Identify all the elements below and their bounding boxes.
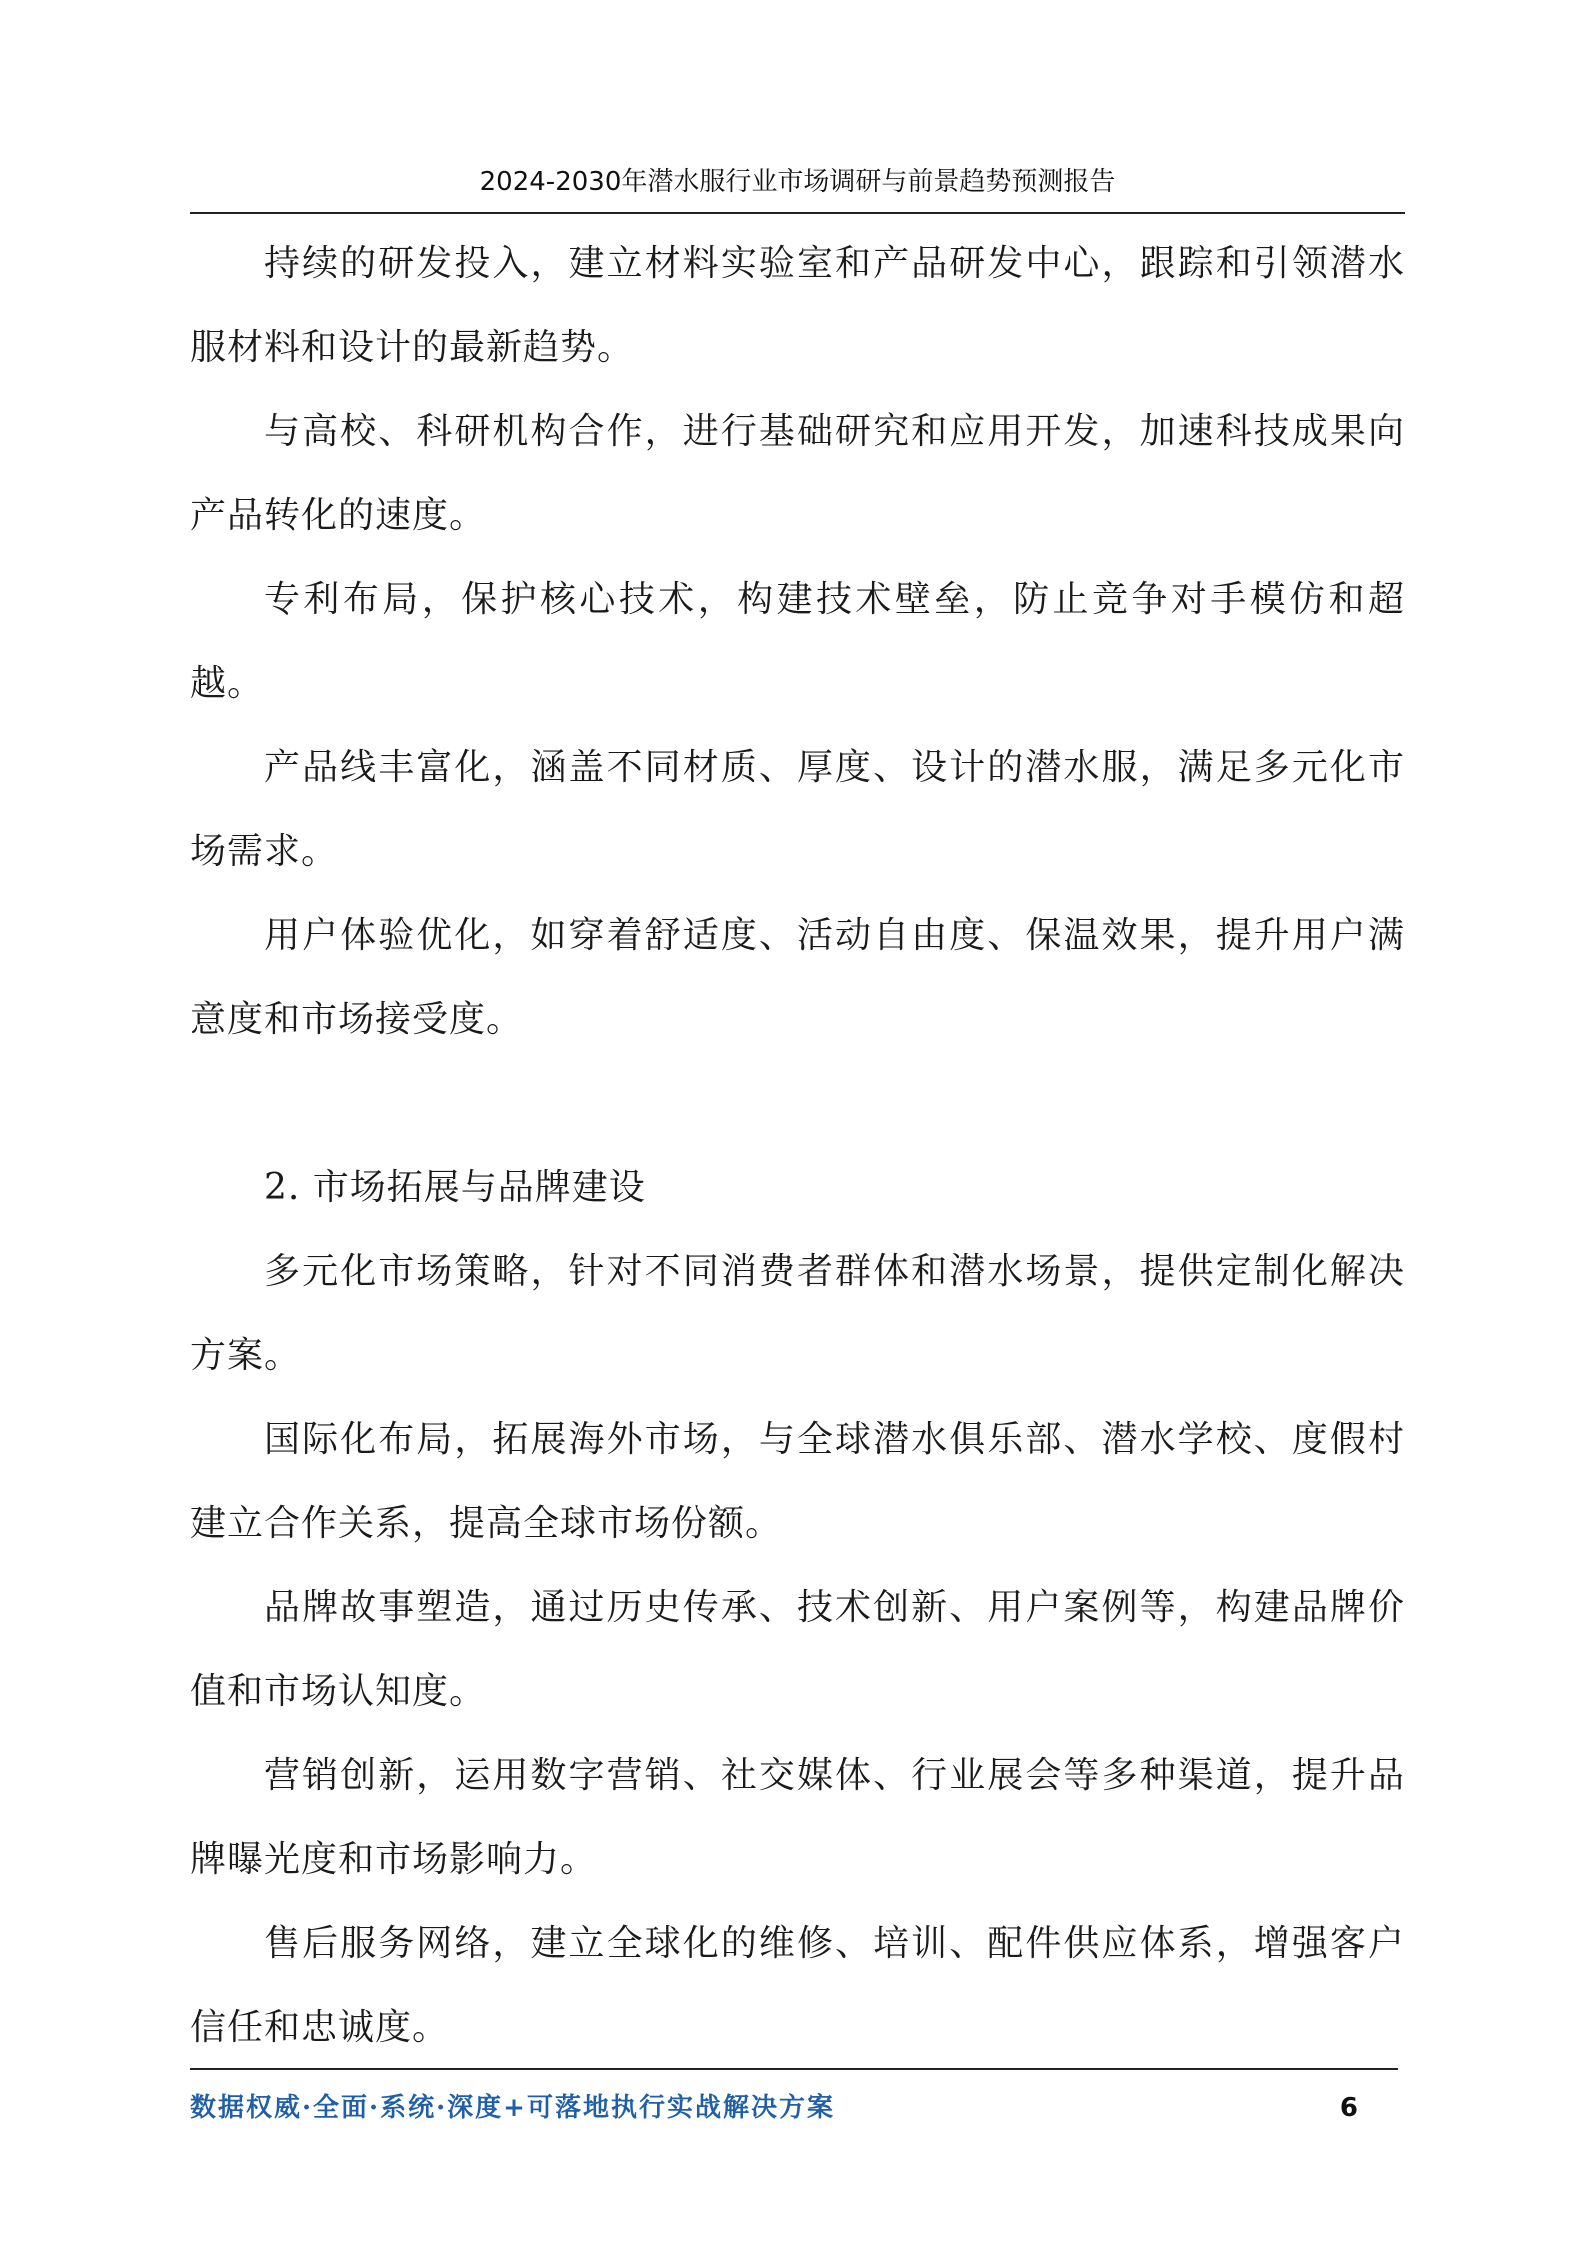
paragraph: 国际化布局，拓展海外市场，与全球潜水俱乐部、潜水学校、度假村建立合作关系，提高全球市场份额。 bbox=[190, 1419, 1405, 1544]
section-heading: 2. 市场拓展与品牌建设 bbox=[264, 1167, 646, 1208]
paragraph: 持续的研发投入，建立材料实验室和产品研发中心，跟踪和引领潜水服材料和设计的最新趋势。 bbox=[190, 243, 1405, 368]
page-header bbox=[190, 162, 1405, 214]
paragraph: 多元化市场策略，针对不同消费者群体和潜水场景，提供定制化解决方案。 bbox=[190, 1251, 1405, 1376]
paragraph: 专利布局，保护核心技术，构建技术壁垒，防止竞争对手模仿和超越。 bbox=[190, 579, 1405, 704]
report-title: 2024-2030年潜水服行业市场调研与前景趋势预测报告 bbox=[479, 167, 1116, 197]
paragraph: 售后服务网络，建立全球化的维修、培训、配件供应体系，增强客户信任和忠诚度。 bbox=[190, 1923, 1405, 2048]
footer-slogan: 数据权威·全面·系统·深度+可落地执行实战解决方案 bbox=[190, 2093, 835, 2123]
paragraph: 与高校、科研机构合作，进行基础研究和应用开发，加速科技成果向产品转化的速度。 bbox=[190, 411, 1405, 536]
paragraph: 产品线丰富化，涵盖不同材质、厚度、设计的潜水服，满足多元化市场需求。 bbox=[190, 747, 1405, 872]
page-number: 6 bbox=[1339, 2093, 1358, 2123]
paragraph: 营销创新，运用数字营销、社交媒体、行业展会等多种渠道，提升品牌曝光度和市场影响力。 bbox=[190, 1755, 1405, 1880]
document-body bbox=[190, 222, 1405, 2070]
paragraph: 用户体验优化，如穿着舒适度、活动自由度、保温效果，提升用户满意度和市场接受度。 bbox=[190, 915, 1405, 1040]
page-footer bbox=[190, 2068, 1398, 2126]
paragraph: 品牌故事塑造，通过历史传承、技术创新、用户案例等，构建品牌价值和市场认知度。 bbox=[190, 1587, 1405, 1712]
